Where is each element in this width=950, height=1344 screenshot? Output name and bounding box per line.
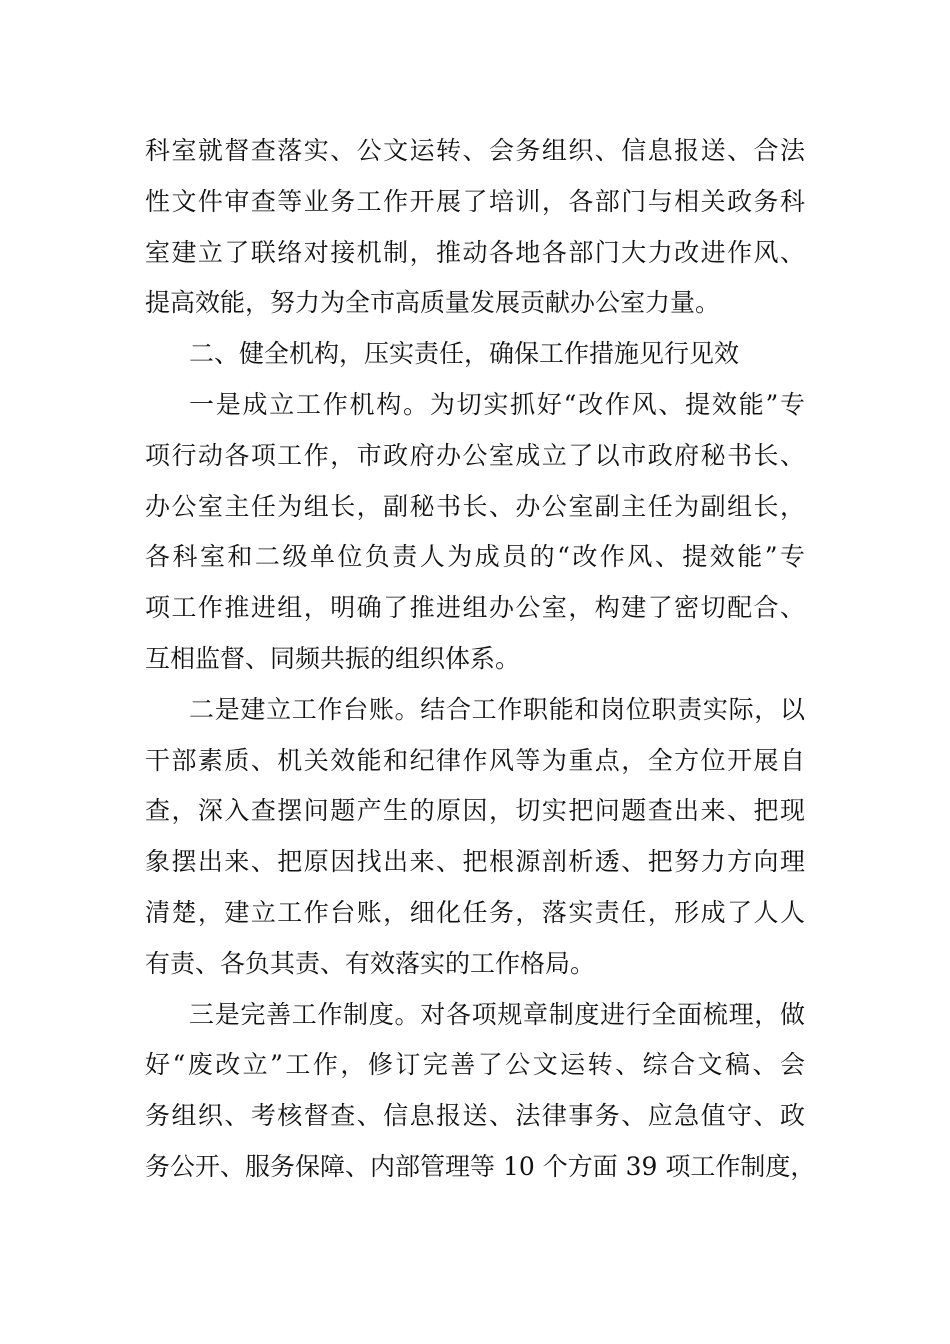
text-line: 提高效能，努力为全市高质量发展贡献办公室力量。 — [145, 288, 721, 318]
text-line: 象摆出来、把原因找出来、把根源剖析透、把努力方向理 — [145, 847, 805, 877]
text-line: 清楚，建立工作台账，细化任务，落实责任，形成了人人 — [145, 897, 805, 927]
text-line: 务公开、服务保障、内部管理等 10 个方面 39 项工作制度， — [145, 1151, 816, 1181]
text-line: 性文件审查等业务工作开展了培训，各部门与相关政务科 — [145, 186, 805, 216]
text-line: 二、健全机构，压实责任，确保工作措施见行见效 — [189, 339, 740, 369]
text-line: 室建立了联络对接机制，推动各地各部门大力改进作风、 — [145, 237, 805, 267]
document-body — [145, 126, 816, 1193]
text-line: 三是完善工作制度。对各项规章制度进行全面梳理，做 — [189, 999, 805, 1029]
text-line: 一是成立工作机构。为切实抓好“改作风、提效能”专 — [189, 389, 805, 419]
text-line: 科室就督查落实、公文运转、会务组织、信息报送、合法 — [145, 136, 805, 165]
text-line: 干部素质、机关效能和纪律作风等为重点，全方位开展自 — [145, 745, 805, 775]
text-line: 有责、各负其责、有效落实的工作格局。 — [145, 948, 596, 978]
text-line: 二是建立工作台账。结合工作职能和岗位职责实际，以 — [189, 694, 805, 724]
text-line: 务组织、考核督查、信息报送、法律事务、应急值守、政 — [145, 1101, 805, 1131]
text-line: 查，深入查摆问题产生的原因，切实把问题查出来、把现 — [145, 796, 805, 826]
text-line: 各科室和二级单位负责人为成员的“改作风、提效能”专 — [145, 542, 805, 572]
text-line: 项行动各项工作，市政府办公室成立了以市政府秘书长、 — [145, 440, 805, 470]
text-line: 项工作推进组，明确了推进组办公室，构建了密切配合、 — [145, 593, 805, 623]
text-line: 互相监督、同频共振的组织体系。 — [145, 643, 521, 673]
text-line: 办公室主任为组长，副秘书长、办公室副主任为副组长， — [145, 491, 805, 521]
text-line: 好“废改立”工作，修订完善了公文运转、综合文稿、会 — [145, 1050, 805, 1080]
